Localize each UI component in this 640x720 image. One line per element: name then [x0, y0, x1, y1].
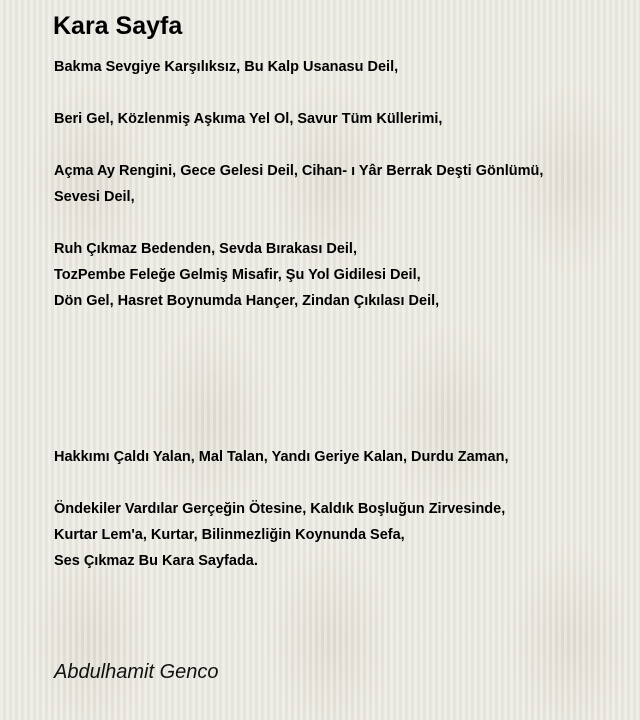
- stanza-break: [54, 314, 614, 340]
- poem-line: Öndekiler Vardılar Gerçeğin Ötesine, Kaldık Boşluğun Zirvesinde,: [54, 501, 506, 517]
- stanza-break: [54, 418, 614, 444]
- stanza-break: [54, 80, 614, 106]
- stanza-break: [54, 210, 614, 236]
- stanza-break: [54, 470, 614, 496]
- poem-title: Kara Sayfa: [53, 12, 183, 40]
- poem-line: Beri Gel, Közlenmiş Aşkıma Yel Ol, Savur Tüm Küllerimi,: [54, 111, 443, 127]
- stanza-break: [54, 366, 614, 392]
- poem-line: Ruh Çıkmaz Bedenden, Sevda Bırakası Deil,: [54, 241, 357, 257]
- poem-line: Bakma Sevgiye Karşılıksız, Bu Kalp Usanasu Deil,: [54, 59, 399, 75]
- poem-author: Abdulhamit Genco: [54, 661, 219, 683]
- poem-line: Açma Ay Rengini, Gece Gelesi Deil, Cihan- ı Yâr Berrak Deşti Gönlümü,: [54, 163, 544, 179]
- stanza-break: [54, 392, 614, 418]
- poem-line: Sevesi Deil,: [54, 189, 135, 205]
- poem-line: TozPembe Feleğe Gelmiş Misafir, Şu Yol Gidilesi Deil,: [54, 267, 421, 283]
- poem-line: Dön Gel, Hasret Boynumda Hançer, Zindan Çıkılası Deil,: [54, 293, 440, 309]
- poem-body: [54, 54, 614, 574]
- poem-line: Hakkımı Çaldı Yalan, Mal Talan, Yandı Geriye Kalan, Durdu Zaman,: [54, 449, 509, 465]
- poem-line: Kurtar Lem'a, Kurtar, Bilinmezliğin Koynunda Sefa,: [54, 527, 405, 543]
- poem-line: Ses Çıkmaz Bu Kara Sayfada.: [54, 553, 258, 569]
- stanza-break: [54, 132, 614, 158]
- stanza-break: [54, 340, 614, 366]
